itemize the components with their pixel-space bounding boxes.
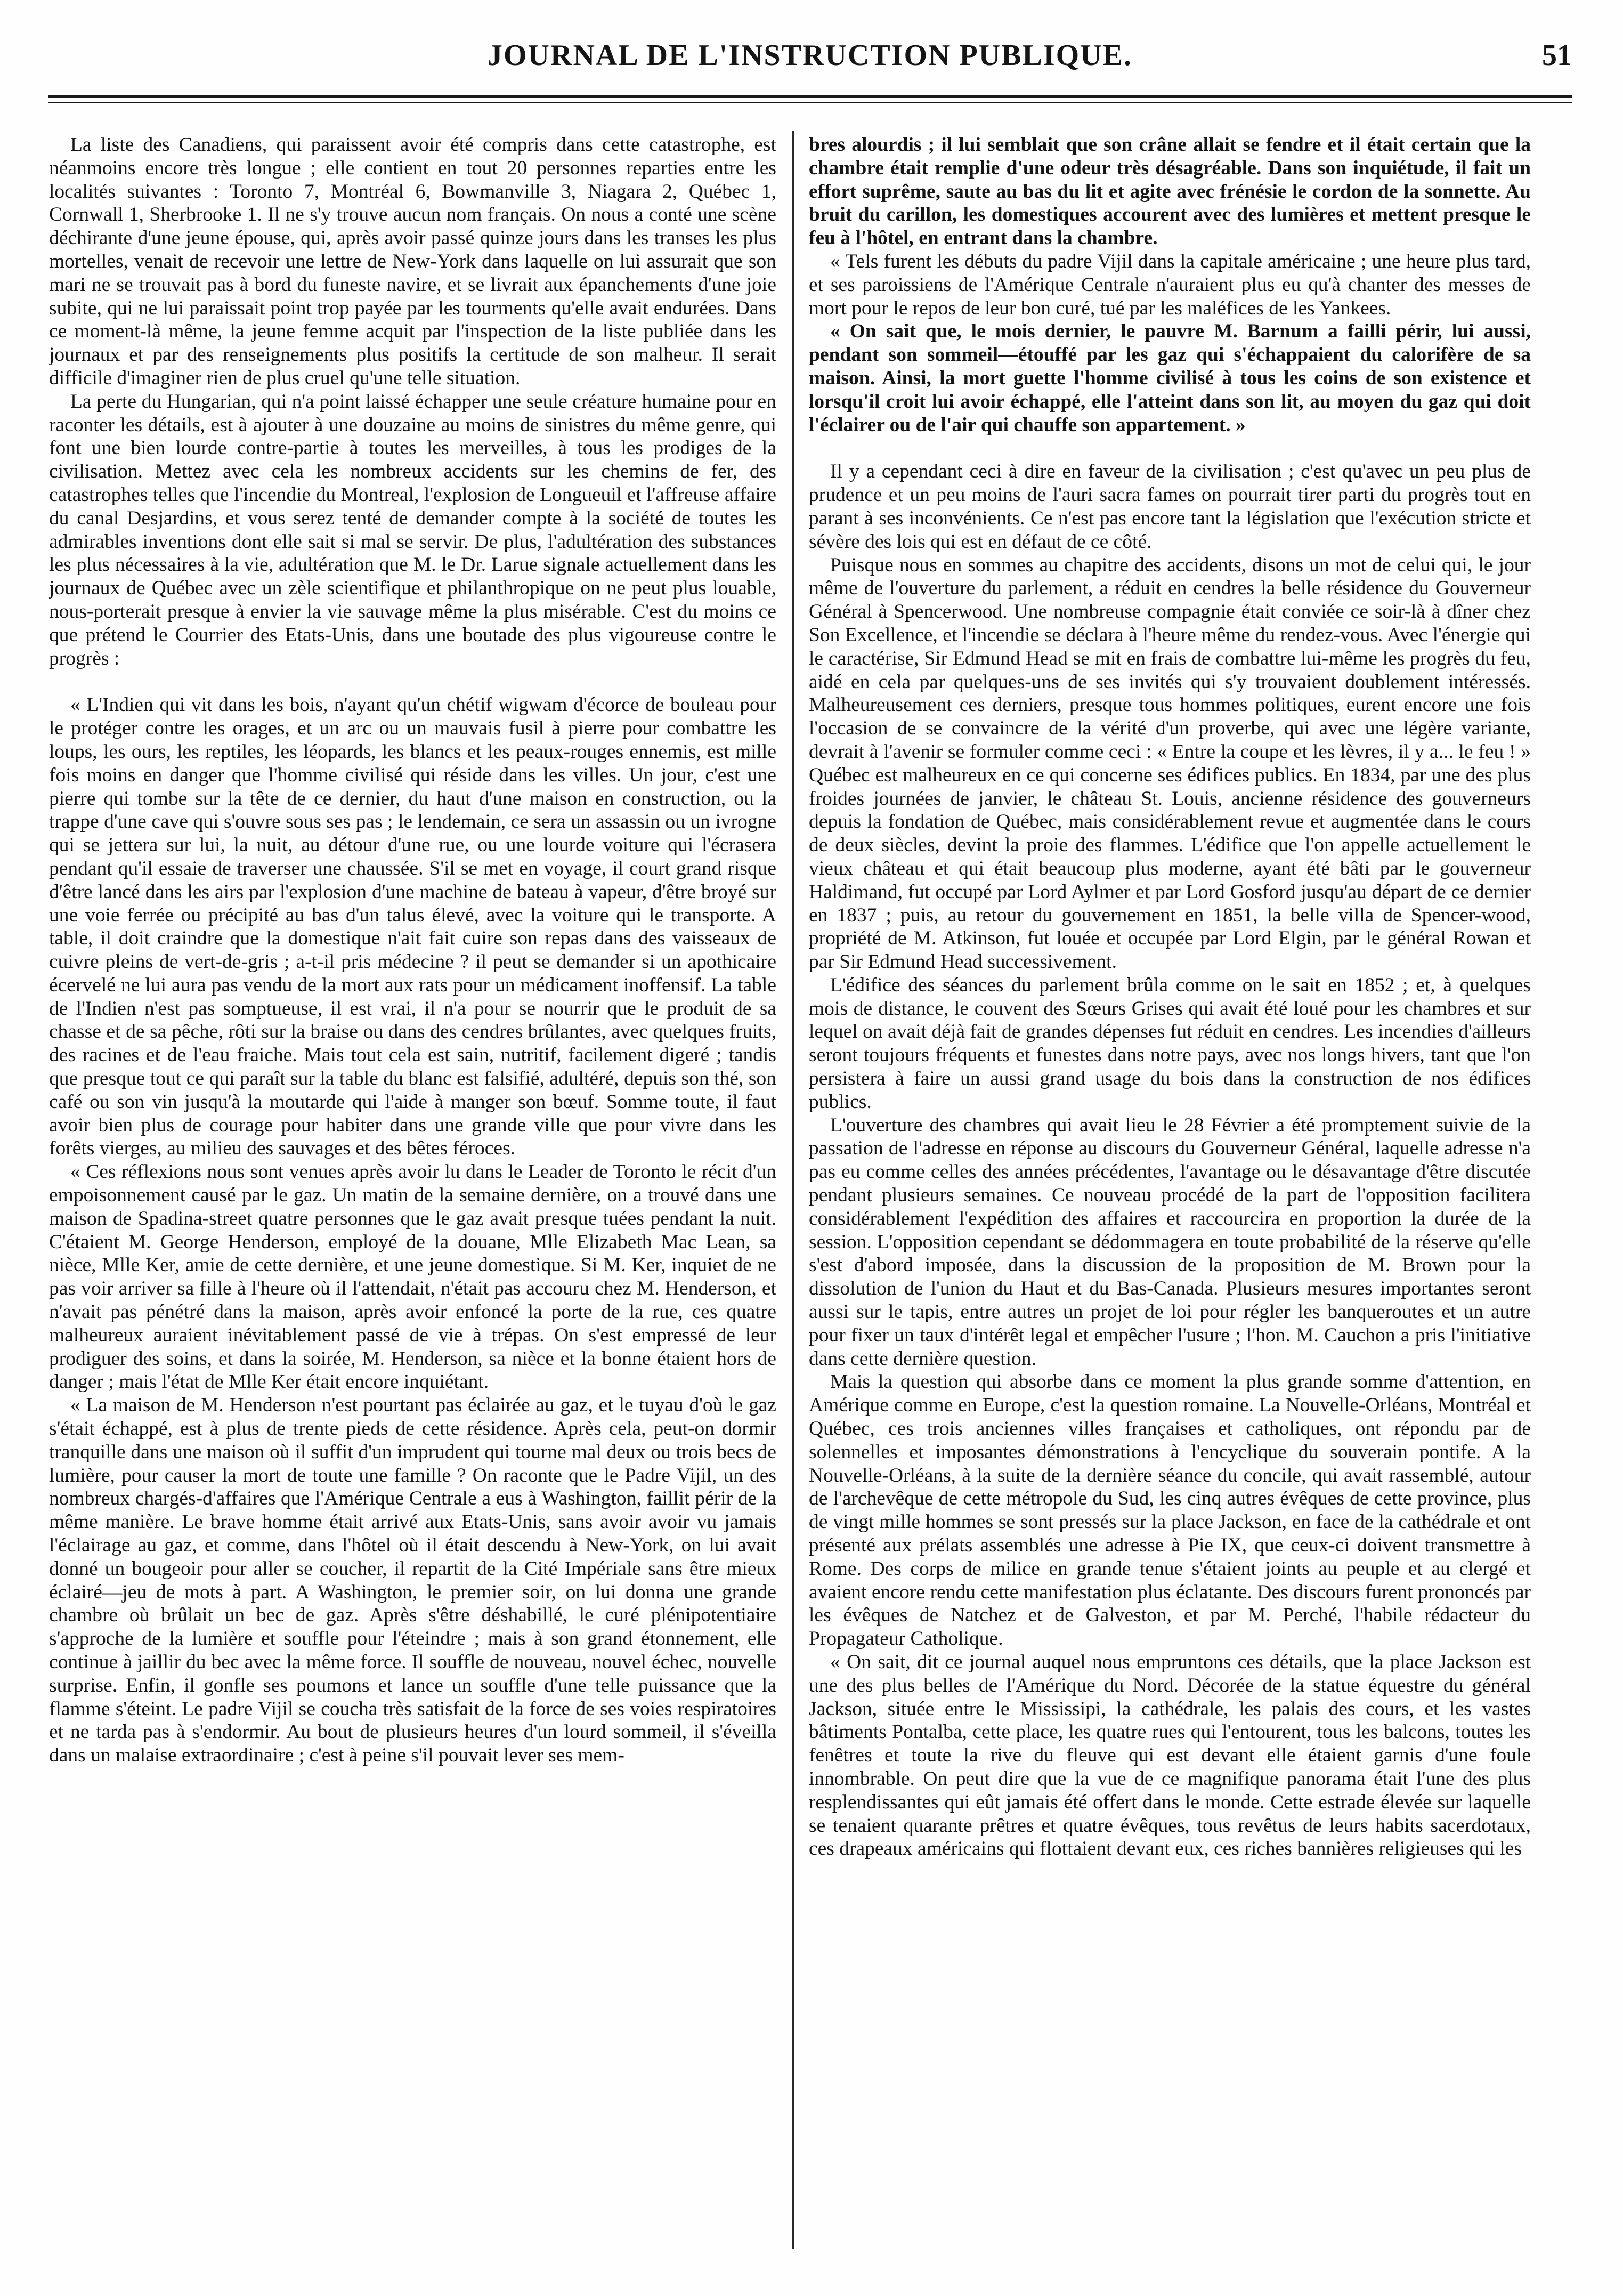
right-paragraph-5: Puisque nous en sommes au chapitre des accidents, disons un mot de celui qui, le jour même de l'ouverture du parlement, a réduit en cendres la belle résidence du Gouverneur Général à Spencerwood. Une nombreuse compagnie était conviée ce soir-là à dîner chez Son Excellence, et l'incendie se déclara à l'heure même du rendez-vous. Avec l'énergie qui le caractérise, Sir Edmund Head se mit en frais de combattre lui-même les progrès du feu, aidé en cela par quelques-uns de ses invités qui s'y trouvaient doublement intéressés. Malheureusement ces derniers, presque tous hommes politiques, eurent encore une fois l'occasion de se convaincre de la vérité d'un proverbe, qui avec une légère variante, devrait à l'avenir se formuler comme ceci : « Entre la coupe et les lèvres, il y a... le feu ! » Québec est malheureux en ce qui concerne ses édifices publics. En 1834, par une des plus froides journées de janvier, le château St. Louis, ancienne résidence des gouverneurs depuis la fondation de Québec, mais considérablement revue et augmentée dans le cours de deux siècles, devint la proie des flammes. L'édifice que l'on appelle actuellement le vieux château et qui était beaucoup plus moderne, ayant été bâti par le gouverneur Haldimand, fut occupé par Lord Aylmer et par Lord Gosford jusqu'au départ de ce dernier en 1837 ; puis, au retour du gouvernement en 1851, la belle villa de Spencer-wood, propriété de M. Atkinson, fut louée et occupée par Lord Elgin, par le général Rowan et par Sir Edmund Head successivement. [809, 554, 1531, 973]
page-header [48, 32, 1572, 91]
journal-title: JOURNAL DE L'INSTRUCTION PUBLIQUE. [488, 39, 1132, 72]
left-paragraph-3: « L'Indien qui vit dans les bois, n'ayant qu'un chétif wigwam d'écorce de bouleau pour le protéger contre les orages, et un arc ou un mauvais fusil à pierre pour combattre les loups, les ours, les reptiles, les léopards, les blancs et les peaux-rouges ennemis, est mille fois moins en danger que l'homme civilisé qui réside dans les villes. Un jour, c'est une pierre qui tombe sur la tête de ce dernier, du haut d'une maison en construction, ou la trappe d'une cave qui s'ouvre sous ses pas ; le lendemain, ce sera un assassin ou un ivrogne qui se jettera sur lui, la nuit, au détour d'une rue, ou une lourde voiture qui l'écrasera pendant qu'il essaie de traverser une chaussée. S'il se met en voyage, il court grand risque d'être lancé dans les airs par l'explosion d'une machine de bateau à vapeur, d'être broyé sur une voie ferrée ou précipité au bas d'un talus élevé, avec la voiture qui le transporte. A table, il doit craindre que la domestique n'ait fait cuire son repas dans des vaisseaux de cuivre pleins de vert-de-gris ; a-t-il pris médecine ? il peut se demander si un apothicaire écervelé ne lui aura pas vendu de la mort aux rats pour un médicament inoffensif. La table de l'Indien n'est pas somptueuse, il est vrai, il n'a pour se nourrir que le produit de sa chasse et de sa pêche, rôti sur la braise ou dans des cendres brûlantes, avec quelques fruits, des racines et de l'eau fraiche. Mais tout cela est sain, nutritif, facilement digeré ; tandis que presque tout ce qui paraît sur la table du blanc est falsifié, adultéré, depuis son thé, son café ou son vin jusqu'à la moutarde qui l'aide à manger son bœuf. Somme toute, il faut avoir bien plus de courage pour habiter dans une grande ville que pour vivre dans les forêts vierges, au milieu des sauvages et des bêtes féroces. [49, 694, 776, 1160]
right-paragraph-2: « Tels furent les débuts du padre Vijil dans la capitale américaine ; une heure plus tard, et ses paroissiens de l'Amérique Centrale n'auraient plus eu qu'à chanter des messes de mort pour le repos de leur bon curé, tué par les maléfices de les Yankees. [809, 250, 1531, 319]
page-number: 51 [1542, 39, 1572, 72]
right-paragraph-4: Il y a cependant ceci à dire en faveur de la civilisation ; c'est qu'avec un peu plus de prudence et un peu moins de l'auri sacra fames on pourrait tirer parti du progrès tout en parant à ses inconvénients. Ce n'est pas encore tant la législation que l'exécution stricte et sévère des lois qui est en défaut de ce côté. [809, 460, 1531, 553]
left-paragraph-2: La perte du Hungarian, qui n'a point laissé échapper une seule créature humaine pour en raconter les détails, est à ajouter à une douzaine au moins de sinistres du même genre, qui font une bien lourde contre-partie à toutes les merveilles, à tous les prodiges de la civilisation. Mettez avec cela les nombreux accidents sur les chemins de fer, des catastrophes telles que l'incendie du Montreal, l'explosion de Longueuil et l'affreuse affaire du canal Desjardins, et vous serez tenté de demander compte à la société de toutes les admirables inventions dont elle sait si mal se servir. De plus, l'adultération des substances les plus nécessaires à la vie, adultération que M. le Dr. Larue signale actuellement dans les journaux de Québec avec un zèle scientifique et philanthropique on ne peut plus louable, nous-porterait presque à envier la vie sauvage même la plus misérable. C'est du moins ce que prétend le Courrier des Etats-Unis, dans une boutade des plus vigoureuse contre le progrès : [49, 390, 776, 669]
right-paragraph-3: « On sait que, le mois dernier, le pauvre M. Barnum a failli périr, lui aussi, pendant son sommeil—étouffé par les gaz qui s'échappaient du calorifère de sa maison. Ainsi, la mort guette l'homme civilisé à tous les coins de son existence et lorsqu'il croit lui avoir échappé, elle l'atteint dans son lit, au moyen du gaz qui doit l'éclairer ou de l'air qui chauffe son appartement. » [809, 320, 1531, 436]
left-paragraph-4: « Ces réflexions nous sont venues après avoir lu dans le Leader de Toronto le récit d'un empoisonnement causé par le gaz. Un matin de la semaine dernière, on a trouvé dans une maison de Spadina-street quatre personnes que le gaz avait presque tuées pendant la nuit. C'étaient M. George Henderson, employé de la douane, Mlle Elizabeth Mac Lean, sa nièce, Mlle Ker, amie de cette dernière, et une jeune domestique. Si M. Ker, inquiet de ne pas voir arriver sa fille à l'heure où il l'attendait, n'était pas accouru chez M. Henderson, et n'avait pas pénétré dans la maison, après avoir enfoncé la porte de la rue, ces quatre malheureux auraient inévitablement passé de vie à trépas. On s'est empressé de leur prodiguer des soins, et dans la soirée, M. Henderson, sa nièce et la bonne étaient hors de danger ; mais l'état de Mlle Ker était encore inquiétant. [49, 1161, 776, 1393]
column-divider [792, 131, 794, 2249]
left-paragraph-1: La liste des Canadiens, qui paraissent avoir été compris dans cette catastrophe, est néanmoins encore très longue ; elle contient en tout 20 personnes reparties entre les localités suivantes : Toronto 7, Montréal 6, Bowmanville 3, Niagara 2, Québec 1, Cornwall 1, Sherbrooke 1. Il ne s'y trouve aucun nom français. On nous a conté une scène déchirante d'une jeune épouse, qui, après avoir passé quinze jours dans les transes les plus mortelles, venait de recevoir une lettre de New-York dans laquelle on lui assurait que son mari ne se trouvait pas à bord du funeste navire, et se livrait aux épanchements d'une joie subite, qui ne lui paraissait point trop payée par les tourments qu'elle avait endurées. Dans ce moment-là même, la jeune femme acquit par l'inspection de la liste publiée dans les journaux et par des renseignements plus positifs la certitude de son malheur. Il serait difficile d'imaginer rien de plus cruel qu'une telle situation. [49, 134, 776, 389]
right-paragraph-9: « On sait, dit ce journal auquel nous empruntons ces détails, que la place Jackson est une des plus belles de l'Amérique du Nord. Décorée de la statue équestre du général Jackson, située entre le Mississipi, la cathédrale, les palais des cours, et les vastes bâtiments Pontalba, cette place, les quatre rues qui l'entourent, tous les balcons, toutes les fenêtres et toute la rive du fleuve qui est devant elle étaient garnis d'une foule innombrable. On peut dire que la vue de ce magnifique panorama était l'une des plus resplendissantes qui eût jamais été offert dans le monde. Cette estrade élevée sur laquelle se tenaient quarante prêtres et quatre évêques, tous revêtus de leurs habits sacerdotaux, ces drapeaux américains qui flottaient devant eux, ces riches bannières religieuses qui les [809, 1651, 1531, 1860]
header-rule-thin [48, 102, 1572, 103]
left-column [49, 133, 776, 2249]
right-paragraph-6: L'édifice des séances du parlement brûla comme on le sait en 1852 ; et, à quelques mois de distance, le couvent des Sœurs Grises qui avait été loué pour les chambres et sur lequel on avait déjà fait de grandes dépenses fut réduit en cendres. Les incendies d'ailleurs seront toujours fréquents et funestes dans notre pays, avec nos longs hivers, tant que l'on persistera à faire un aussi grand usage du bois dans la construction de nos édifices publics. [809, 974, 1531, 1113]
right-column [809, 133, 1531, 2249]
right-paragraph-8: Mais la question qui absorbe dans ce moment la plus grande somme d'attention, en Amérique comme en Europe, c'est la question romaine. La Nouvelle-Orléans, Montréal et Québec, ces trois anciennes villes françaises et catholiques, ont répondu par de solennelles et imposantes démonstrations à l'encyclique du souverain pontife. A la Nouvelle-Orléans, à la suite de la dernière séance du concile, qui avait rassemblé, autour de l'archevêque de cette métropole du Sud, les cinq autres évêques de cette province, plus de vingt mille hommes se sont pressés sur la place Jackson, en face de la cathédrale et ont présenté aux prélats assemblés une adresse à Pie IX, que ceux-ci doivent transmettre à Rome. Des corps de milice en grande tenue s'étaient joints au peuple et au clergé et avaient encore rendu cette manifestation plus éclatante. Des discours furent prononcés par les évêques de Natchez et de Galveston, et par M. Perché, l'habile rédacteur du Propagateur Catholique. [809, 1371, 1531, 1650]
header-rule-thick [48, 95, 1572, 98]
left-paragraph-5: « La maison de M. Henderson n'est pourtant pas éclairée au gaz, et le tuyau d'où le gaz s'était échappé, est à plus de trente pieds de cette résidence. Après cela, peut-on dormir tranquille dans une maison où il suffit d'un imprudent qui tourne mal deux ou trois becs de lumière, pour causer la mort de toute une famille ? On raconte que le Padre Vijil, un des nombreux chargés-d'affaires que l'Amérique Centrale a eus à Washington, faillit périr de la même manière. Le brave homme était arrivé aux Etats-Unis, sans avoir avoir vu jamais l'éclairage au gaz, et comme, dans l'hôtel où il était descendu à New-York, on lui avait donné un bougeoir pour aller se coucher, il repartit de la Cité Impériale sans être mieux éclairé—jeu de mots à part. A Washington, le premier soir, on lui donna une grande chambre où brûlait un bec de gaz. Après s'être déshabillé, le curé plénipotentiaire s'approche de la lumière et souffle pour l'éteindre ; mais à son grand étonnement, elle continue à jaillir du bec avec la même force. Il souffle de nouveau, nouvel échec, nouvelle surprise. Enfin, il gonfle ses poumons et lance un souffle d'une telle puissance que la flamme s'éteint. Le padre Vijil se coucha très satisfait de la force de ses voies respiratoires et ne tarda pas à s'endormir. Au bout de plusieurs heures d'un lourd sommeil, il s'éveilla dans un malaise extraordinaire ; c'est à peine s'il pouvait lever ses mem- [49, 1394, 776, 1767]
right-paragraph-1: bres alourdis ; il lui semblait que son crâne allait se fendre et il était certain que la chambre était remplie d'une odeur très désagréable. Dans son inquiétude, il fait un effort suprême, saute au bas du lit et agite avec frénésie le cordon de la sonnette. Au bruit du carillon, les domestiques accourent avec des lumières et mettent presque le feu à l'hôtel, en entrant dans la chambre. [809, 134, 1531, 249]
right-paragraph-7: L'ouverture des chambres qui avait lieu le 28 Février a été promptement suivie de la passation de l'adresse en réponse au discours du Gouverneur Général, laquelle adresse n'a pas eu comme celles des années précédentes, l'avantage ou le désavantage d'être discutée pendant plusieurs semaines. Ce nouveau procédé de la part de l'opposition facilitera considérablement l'expédition des affaires et raccourcira en proportion la durée de la session. L'opposition cependant se dédommagera en toute probabilité de la réserve qu'elle s'est d'abord imposée, dans la discussion de la proposition de M. Brown pour la dissolution de l'union du Haut et du Bas-Canada. Plusieurs mesures importantes seront aussi sur le tapis, entre autres un projet de loi pour régler les banqueroutes et un autre pour fixer un taux d'intérêt legal et empêcher l'usure ; l'hon. M. Cauchon a pris l'initiative dans cette dernière question. [809, 1114, 1531, 1370]
